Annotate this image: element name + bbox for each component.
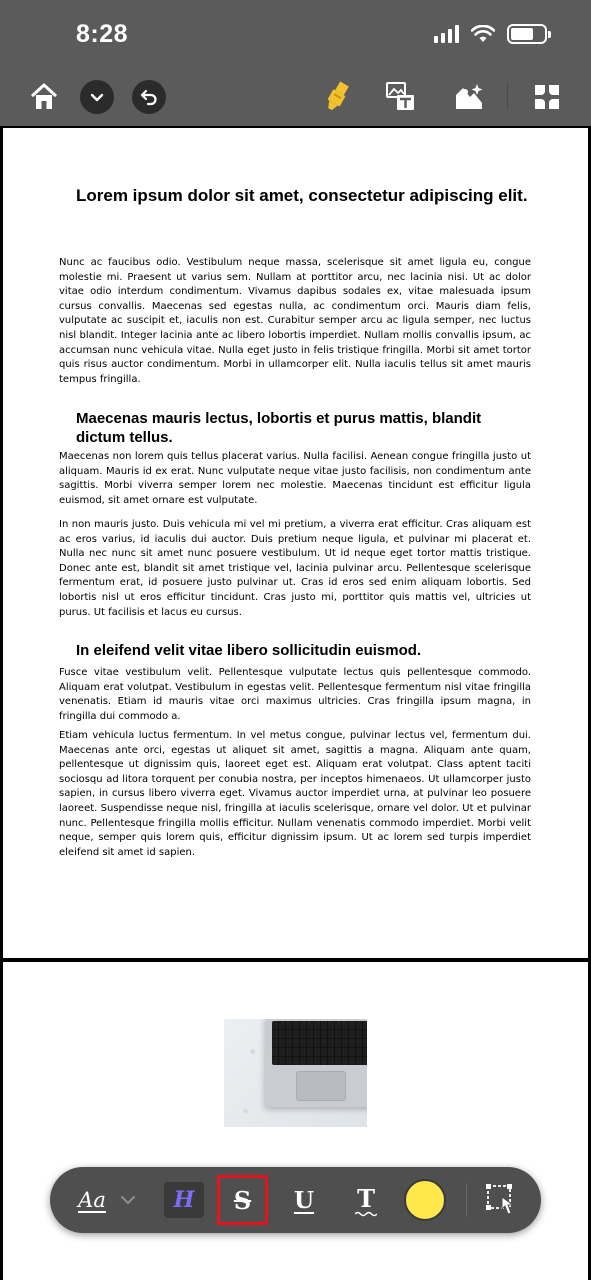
squiggly-underline-button[interactable] (348, 1175, 384, 1225)
paragraph-2: Maecenas non lorem quis tellus placerat varius. Nulla facilisi. Aenean congue fringilla justo ut aliquam. Mauris id ex erat. Nunc vulputate neque vitae justo facilisis, non condimentum ante sagittis. Morbi viverra semper lorem nec molestie. Maecenas tincidunt est efficitur ligula euismod, sit amet ornare est vulputate. (59, 451, 531, 506)
color-picker-swatch[interactable] (404, 1179, 446, 1221)
document-page-1[interactable] (3, 128, 588, 958)
font-chevron-icon[interactable] (116, 1175, 140, 1225)
paragraph-5: Etiam vehicula luctus fermentum. In vel metus congue, pulvinar lectus vel, fermentum dui. Maecenas ante orci, egestas ut aliquet sit amet, sagittis a magna. Aliquam ante quam, pellentesque ut dignissim quis, laoreet eget est. Aliquam erat volutpat. Class aptent taciti sociosqu ad litora torquent per conubia nostra, per inceptos himenaeos. Ut ullamcorper justo sapien, in cursus libero viverra eget. Vivamus auctor imperdiet urna, at pulvinar leo posuere laoreet. Suspendisse neque nisl, fringilla at iaculis scelerisque, ornare vel dolor. Ut et pulvinar nunc. Pellentesque fringilla mollis efficitur. Nullam venenatis commodo imperdiet. Morbi velit neque, semper quis lorem quis, efficitur dignissim ipsum. Ut ac lorem sed turpis imperdiet eleifend sit amet id sapien. (59, 730, 531, 858)
laptop-keyboard (272, 1021, 367, 1065)
top-bar (0, 0, 591, 126)
heading-1-text: Lorem ipsum dolor sit amet, consectetur adipiscing elit. (76, 186, 528, 205)
heading-1 (76, 186, 536, 206)
select-area-icon[interactable] (482, 1175, 522, 1225)
cellular-signal-icon (434, 25, 459, 43)
image-text-icon[interactable] (384, 80, 418, 114)
wifi-icon (471, 25, 495, 43)
paragraph-3: In non mauris justo. Duis vehicula mi vel mi pretium, a viverra erat efficitur. Cras aliquam est ac eros varius, id iaculis dui auctor. Duis pretium neque ligula, et pulvinar mi placerat et. Nulla nec nunc sit amet nunc posuere vestibulum. Ut id neque eget tortor mattis tristique. Donec ante est, blandit sit amet tristique vel, lacinia pulvinar arcu. Pellentesque scelerisque fermentum erat, id posuere justo pulvinar ut. Cras id eros sed enim aliquam lobortis. Sed lobortis nisl ut eros efficitur tincidunt. Cras justo mi, porttitor quis mattis vel, ultricies ut purus. Ut facilisis et lacus eu cursus. (59, 519, 531, 618)
battery-level (511, 28, 533, 40)
heading-2: Maecenas mauris lectus, lobortis et purus mattis, blandit dictum tellus. (76, 410, 482, 446)
squiggle-icon (355, 1211, 377, 1217)
toolbar-divider (507, 82, 508, 110)
strikethrough-button[interactable] (217, 1175, 268, 1225)
status-icons (434, 24, 547, 44)
annotation-format-bar (50, 1167, 541, 1233)
underline-button[interactable]: U (293, 1186, 315, 1214)
document-toolbar (0, 76, 591, 120)
battery-icon (507, 24, 547, 44)
laptop-trackpad (296, 1071, 346, 1101)
laptop-photo[interactable] (224, 1019, 367, 1127)
apps-grid-icon[interactable] (530, 80, 564, 114)
chevron-down-icon[interactable] (80, 80, 114, 114)
format-bar-divider (466, 1183, 467, 1217)
squiggly-label: T (357, 1183, 375, 1213)
highlighter-icon[interactable] (320, 78, 354, 116)
highlight-text-button[interactable]: H (164, 1182, 204, 1218)
strikethrough-label: S (233, 1185, 252, 1215)
image-edit-icon[interactable] (452, 80, 486, 114)
heading-3: In eleifend velit vitae libero sollicitudin euismod. (76, 642, 422, 659)
paragraph-1: Nunc ac faucibus odio. Vestibulum neque massa, scelerisque sit amet ligula eu, congue molestie mi. Praesent ut varius sem. Nullam at porttitor arcu, nec lacinia nisi. Ut ac dolor vitae odio interdum condimentum. Vivamus dapibus sodales ex, vitae malesuada ipsum cursus convallis. Maecenas sed egestas nulla, ac condimentum orci. Mauris diam felis, vulputate ac suscipit et, iaculis non est. Curabitur semper arcu ac ligula semper, nec luctus nisl blandit. Integer lacinia ante ac libero lobortis imperdiet. Nullam mollis convallis ipsum, ac accumsan nunc vehicula vitae. Nulla eget justo in felis tristique fringilla. Morbi sit amet tortor quis risus auctor condimentum. Morbi in ullamcorper elit. Nulla iaculis tellus sit amet mauris tempus fringilla. (59, 257, 531, 385)
font-style-button[interactable]: Aa (78, 1188, 106, 1212)
status-time: 8:28 (76, 20, 129, 48)
home-icon[interactable] (28, 80, 60, 114)
undo-icon[interactable] (132, 80, 166, 114)
paragraph-4: Fusce vitae vestibulum velit. Pellentesque vulputate lectus quis pellentesque commodo. Aliquam erat volutpat. Vestibulum in egestas velit. Pellentesque fermentum nisl vitae fringilla venenatis. Etiam id mauris vitae orci maximus ultricies. Cras fringilla ipsum magna, in fringilla dui commodo a. (59, 667, 531, 722)
